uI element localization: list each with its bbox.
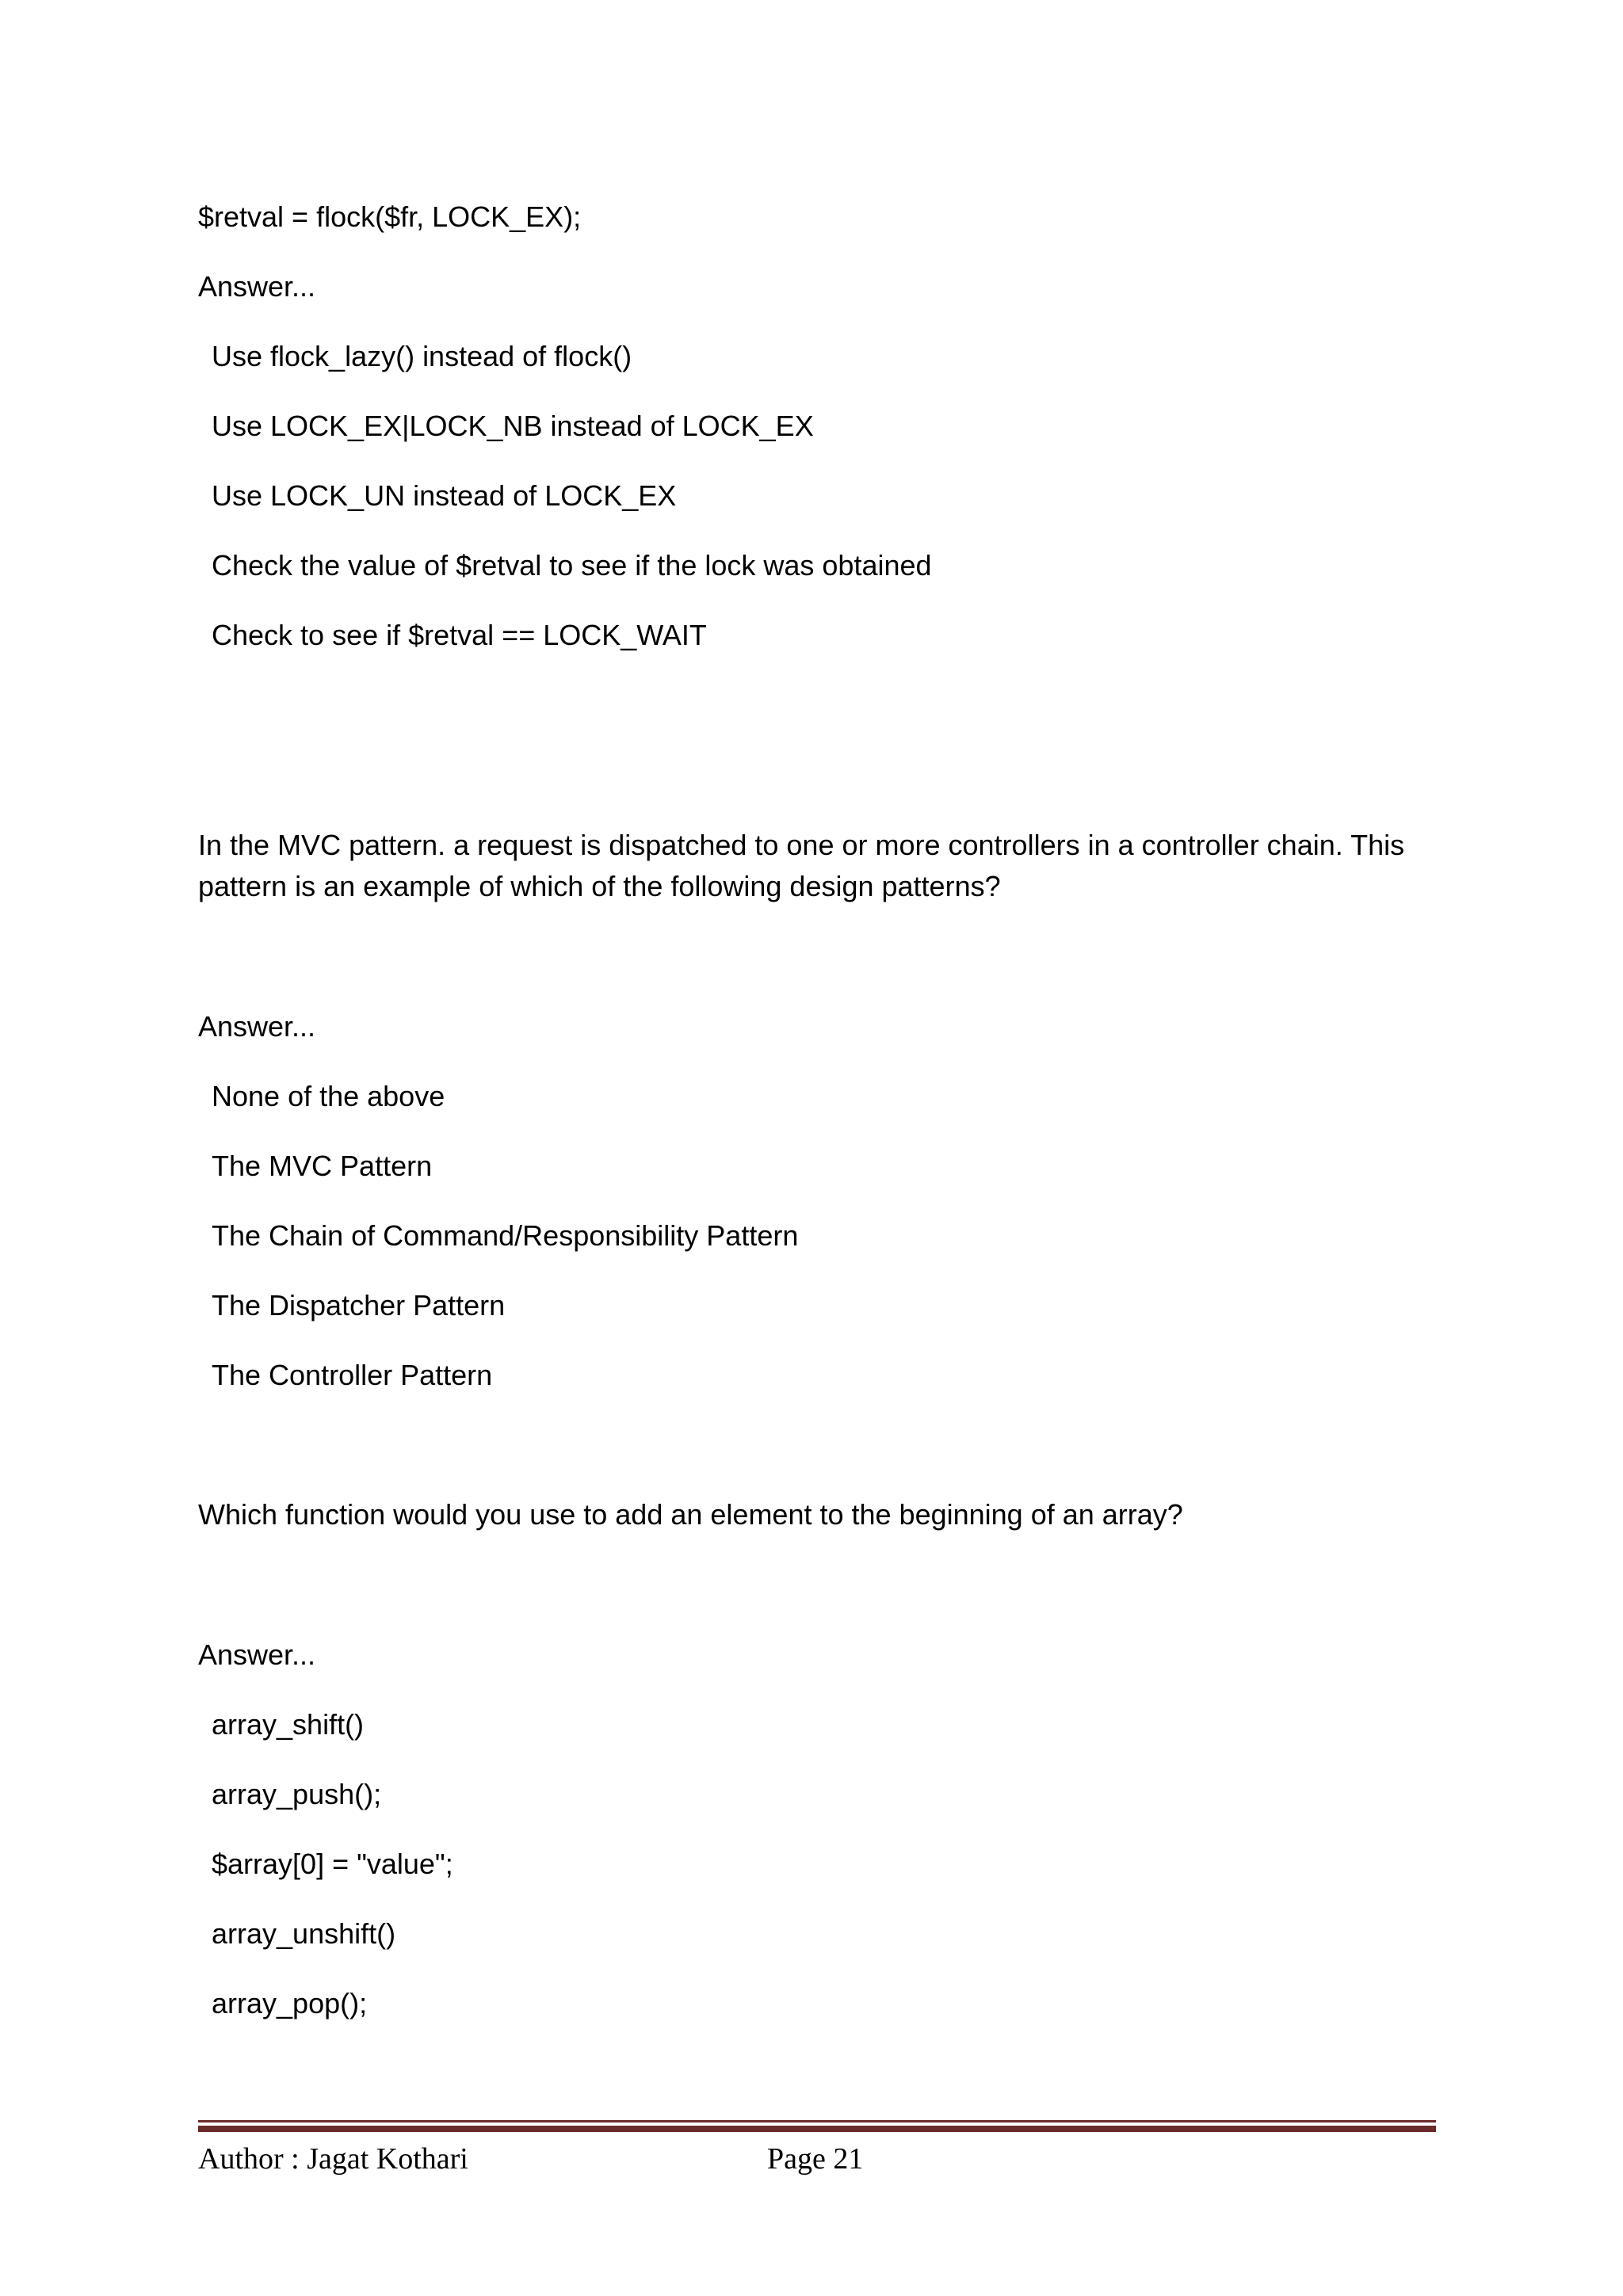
q2-option: None of the above [212, 1080, 445, 1112]
q2-question-line1: In the MVC pattern. a request is dispatched to one or more controllers in a controller chain. This [198, 829, 1405, 861]
q2-question-line2: pattern is an example of which of the following design patterns? [198, 870, 1001, 902]
q1-option: Check to see if $retval == LOCK_WAIT [212, 619, 707, 651]
footer-rule-thick [198, 2126, 1436, 2132]
q1-code: $retval = flock($fr, LOCK_EX); [198, 200, 582, 233]
q3-option: array_pop(); [212, 1987, 368, 2019]
q3-option: $array[0] = "value"; [212, 1848, 453, 1880]
q3-question: Which function would you use to add an element to the beginning of an array? [198, 1498, 1183, 1531]
q2-option: The MVC Pattern [212, 1150, 433, 1182]
q3-answer-label: Answer... [198, 1638, 316, 1671]
q3-option: array_unshift() [212, 1917, 396, 1950]
q2-question [198, 825, 1434, 907]
footer-rule-thin [198, 2120, 1436, 2122]
footer-page-number: Page 21 [767, 2142, 864, 2176]
q1-option: Use LOCK_UN instead of LOCK_EX [212, 479, 677, 512]
q2-option: The Chain of Command/Responsibility Pattern [212, 1219, 799, 1252]
q1-option: Use flock_lazy() instead of flock() [212, 340, 632, 372]
q2-option: The Controller Pattern [212, 1359, 493, 1391]
q1-answer-label: Answer... [198, 270, 316, 303]
footer-author: Author : Jagat Kothari [198, 2142, 468, 2176]
q3-option: array_push(); [212, 1778, 382, 1810]
q3-option: array_shift() [212, 1708, 365, 1741]
q2-answer-label: Answer... [198, 1010, 316, 1043]
q2-option: The Dispatcher Pattern [212, 1289, 506, 1322]
q1-option: Use LOCK_EX|LOCK_NB instead of LOCK_EX [212, 410, 814, 442]
q1-option: Check the value of $retval to see if the lock was obtained [212, 549, 932, 582]
